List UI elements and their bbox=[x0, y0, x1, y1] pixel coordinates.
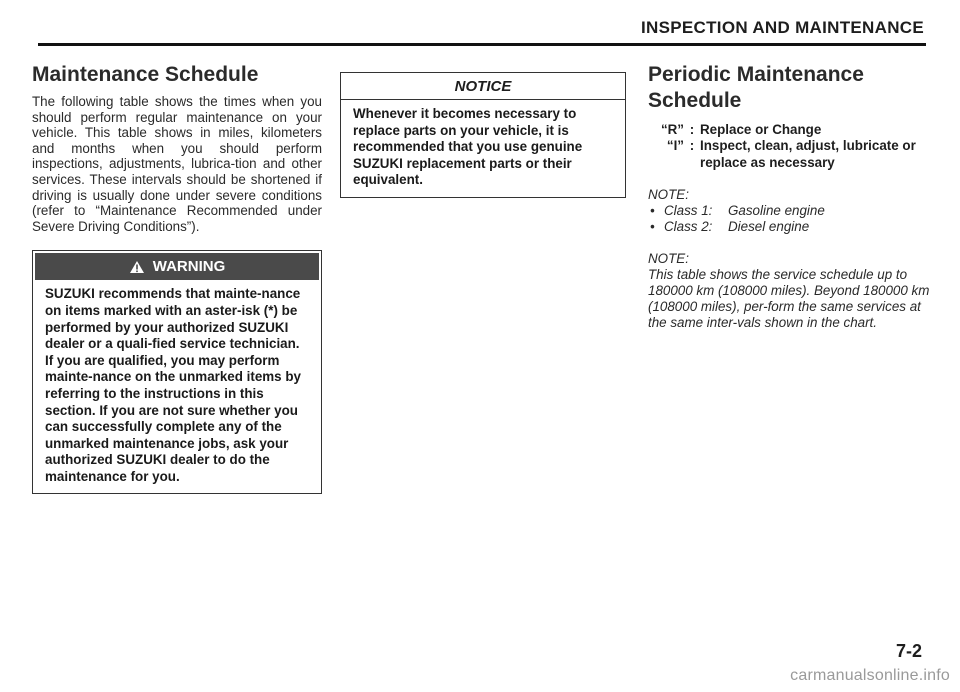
legend-separator: : bbox=[689, 138, 695, 154]
notice-title: NOTICE bbox=[341, 73, 625, 100]
notice-box bbox=[340, 72, 626, 198]
warning-title: WARNING bbox=[152, 258, 226, 276]
warning-triangle-icon bbox=[129, 260, 145, 274]
warning-box bbox=[32, 250, 322, 494]
note-text: This table shows the service schedule up to 180000 km (108000 miles). Beyond 180000 km (108000 miles), per-form the same services at the same inter-vals shown in the chart. bbox=[648, 267, 930, 331]
bullet: • bbox=[650, 219, 655, 235]
page-number: 7-2 bbox=[895, 641, 922, 661]
note-label: NOTE: bbox=[648, 251, 689, 267]
class-row-1 bbox=[648, 203, 930, 219]
note-label: NOTE: bbox=[648, 187, 689, 203]
periodic-maintenance-heading: Periodic Maintenance Schedule bbox=[648, 63, 864, 112]
legend-row-r bbox=[654, 122, 930, 138]
class-value: Diesel engine bbox=[728, 219, 810, 235]
legend-description: Inspect, clean, adjust, lubricate or replace as necessary bbox=[700, 138, 916, 170]
note-service-schedule bbox=[648, 251, 930, 331]
bullet: • bbox=[650, 203, 655, 219]
watermark: carmanualsonline.info bbox=[790, 667, 950, 684]
note-classes bbox=[648, 187, 930, 235]
notice-text: Whenever it becomes necessary to replace parts on your vehicle, it is recommended that you use genuine SUZUKI replacement parts or their equivalent. bbox=[353, 106, 583, 188]
legend-separator: : bbox=[689, 122, 695, 137]
left-column bbox=[32, 62, 322, 494]
class-row-2 bbox=[648, 219, 930, 235]
legend-description: Replace or Change bbox=[700, 122, 822, 137]
header-divider bbox=[38, 43, 926, 46]
warning-text: SUZUKI recommends that mainte-nance on items marked with an aster-isk (*) be performed by your authorized SUZUKI dealer or a quali-fied service technician. If you are qualified, you may perform mainte-nance on the unmarked items by referring to the instructions in this section. If you are not sure whether you can successfully complete any of the unmarked maintenance jobs, ask your authorized SUZUKI dealer to do the maintenance for you. bbox=[45, 286, 301, 484]
maintenance-schedule-heading: Maintenance Schedule bbox=[32, 63, 259, 86]
class-value: Gasoline engine bbox=[728, 203, 825, 219]
section-header-title: INSPECTION AND MAINTENANCE bbox=[641, 18, 924, 37]
legend-row-i bbox=[654, 138, 930, 171]
class-label: Class 2: bbox=[664, 219, 713, 235]
class-label: Class 1: bbox=[664, 203, 713, 219]
legend bbox=[648, 122, 930, 171]
middle-column bbox=[340, 72, 626, 198]
legend-key: “I” bbox=[666, 138, 684, 154]
legend-key: “R” bbox=[660, 122, 684, 137]
right-column bbox=[648, 62, 930, 331]
intro-paragraph: The following table shows the times when you should perform regular maintenance on your vehicle. This table shows in miles, kilometers and months when you should perform inspections, adjustments, lubrica-tion and other services. These intervals should be shortened if driving is usually done under severe conditions (refer to “Maintenance Recommended under Severe Driving Conditions”). bbox=[32, 94, 322, 234]
warning-header bbox=[35, 253, 319, 280]
